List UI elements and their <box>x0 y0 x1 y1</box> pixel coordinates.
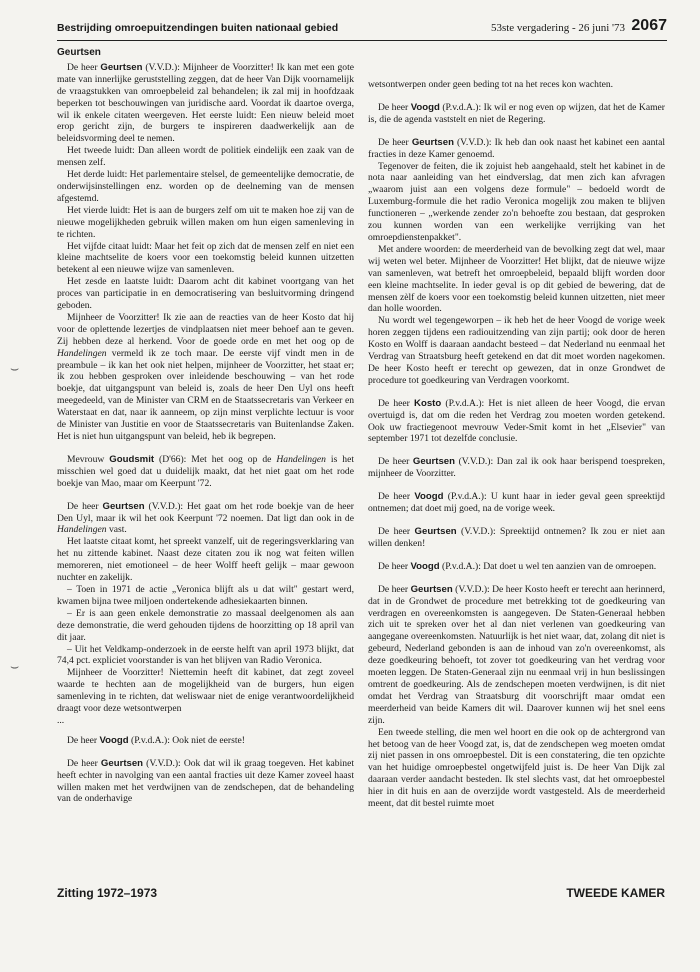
paragraph-text: vermeld ik ze toch maar. De eerste vijf vindt men in de preambule – ik kan het ook niet helpen, mijnheer de Voorzitter, het staat er; ik zou hebben gesproken over inleidende beschouwing – van het rode boekje, dat uitgangspunt van beleid is, zoals de heer Den Uyl ons heeft meegedeeld, van de Minister van CRM en de Staatssecretaris van Verkeer en Waterstaat en dat, naar ik aanneem, op zijn minst verplichte lectuur is voor de Minister van Justitie en voor de Staatssecretaris van Buitenlandse Zaken. Het is niet hun uitgangspunt van beleid, heb ik begrepen. <box>57 347 354 442</box>
italic-term: Handelingen <box>57 524 107 536</box>
paragraph <box>368 456 665 480</box>
speaker-prefix: De heer <box>378 101 411 113</box>
paragraph-text: (P.v.d.A.): Ook niet de eerste! <box>128 734 245 746</box>
paragraph: Een tweede stelling, die men wel hoort en die ook op de achtergrond van het betoog van de heer Voogd zat, is, dat de zendschepen weg moeten omdat zij niet passen in ons omroepbestel. Dit is een constatering, die ten opzichte van het huidige omroepbestel ongetwijfeld juist is. De heer Van Dijk zal daaraan verder aandacht besteden. Ik stel slechts vast, dat het omroepbestel hier in dit huis en aan de overzijde wordt vastgesteld. Als de meerderheid meent, dat dit bestel ruimte moet <box>368 726 665 810</box>
italic-term: Handelingen <box>57 347 107 359</box>
paragraph-text: (V.V.D.): Ook dat wil ik graag toegeven. Het kabinet heeft echter in navolging van een aantal fracties uit deze Kamer zoveel haast willen maken met het verdwijnen van de zendschepen, dat de behandeling van de onderhavige <box>57 757 354 805</box>
paragraph: Het laatste citaat komt, het spreekt vanzelf, uit de regeringsverklaring van het nu zittende kabinet. Naast deze citaten zou ik nog wat feiten willen memoreren, niet emotioneel – de heer Wolff heeft gelijk – maar gewoon nuchter en zakelijk. <box>57 536 354 584</box>
ellipsis: ... <box>57 714 65 726</box>
section-heading: Geurtsen <box>57 47 101 58</box>
speaker-name: Geurtsen <box>412 456 455 468</box>
paragraph <box>368 584 665 727</box>
speaker-name: Goudsmit <box>109 453 155 465</box>
speaker-name: Geurtsen <box>100 757 144 769</box>
speaker-prefix: De heer <box>378 583 411 595</box>
paragraph <box>57 501 354 537</box>
speaker-prefix: De heer <box>378 397 415 409</box>
paragraph-text: (V.V.D.): Dan zal ik ook haar berispend toespreken, mijnheer de Voorzitter. <box>368 456 666 480</box>
header-title: Bestrijding omroepuitzendingen buiten nationaal gebied <box>57 22 339 34</box>
paragraph <box>57 454 354 490</box>
paragraph <box>368 491 665 515</box>
speaker-name: Geurtsen <box>414 526 457 537</box>
paragraph: Mijnheer de Voorzitter! Niettemin heeft dit kabinet, dat zegt zoveel waarde te hechten aan de mogelijkheid van de burgers, hun eigen samenleving in te richten, dat weliswaar niet de enige verantwoordelijkheid draagt voor deze wetsontwerpen <box>57 667 354 715</box>
page-number: 2067 <box>631 17 667 34</box>
speaker-prefix: De heer <box>378 491 415 503</box>
left-column <box>57 47 354 805</box>
paragraph <box>368 526 665 550</box>
speaker-name: Geurtsen <box>411 136 454 148</box>
speaker-name: Voogd <box>410 101 440 113</box>
speaker-name: Voogd <box>410 560 440 572</box>
paragraph: Het vijfde citaat luidt: Maar het feit op zich dat de mensen zelf en niet een kleine machtselite de koers voor een toekomstig beleid kunnen uitzetten betekent al een nieuwe wijze van samenleven. <box>57 240 354 276</box>
paragraph: Met andere woorden: de meerderheid van de bevolking zegt dat wel, maar wij weten wel beter. Mijnheer de Voorzitter! Het blijkt, dat de nieuwe wijze van samenleven, wat betreft het omroepbeleid, bepaald blijft worden door een kleine machtselite. In ieder geval is op dit gebied de bewering, dat de mensen zèlf de koers voor een toekomstig beleid kunnen uitzetten, niet meer dan holle woorden. <box>368 243 665 315</box>
paragraph <box>368 137 665 161</box>
paragraph-text: (P.v.d.A.): Dat doet u wel ten aanzien van de omroepen. <box>439 560 657 572</box>
paragraph-text: (V.V.D.): Mijnheer de Voorzitter! Ik kan met een gote mate van innerlijke geruststelling zeggen, dat de heer Van Dijk voornamelijk de vraagstukken van omroepbeleid zal behandelen; ik zal mij in hoofdzaak beperken tot beschouwingen van juridische aard. Voordat ik daartoe overga, wil ik enkele citaten weergeven. Het eerste luidt: Een nieuw beleid moet erop gericht zijn, de burgers te inspireren daadwerkelijk aan de beleidsvorming deel te nemen. <box>57 61 354 145</box>
paragraph-text: (D'66): Met het oog op de <box>154 453 277 465</box>
paragraph-text: (P.v.d.A.): Het is niet alleen de heer Voogd, die ervan overtuigd is, dat om die reden het Verdrag zou moeten worden getekend. Ook uw fractiegenoot mevrouw Veder-Smit komt in het „Elsevier" van september 1971 tot dezelfde conclusie. <box>368 397 665 445</box>
speaker-name: Geurtsen <box>102 500 145 512</box>
speaker-prefix: De heer <box>67 757 101 769</box>
margin-mark: ⌣ <box>10 362 20 377</box>
right-column <box>368 79 665 810</box>
speaker-name: Voogd <box>414 491 444 503</box>
margin-mark: ⌣ <box>10 660 20 675</box>
paragraph-text: (V.V.D.): Spreektijd ontnemen? Ik zou er niet aan willen denken! <box>368 526 665 549</box>
paragraph-text: (P.v.d.A.): U kunt haar in ieder geval geen spreektijd ontnemen; dat doet mij goed, na de vorige week. <box>368 491 665 515</box>
footer-chamber: TWEEDE KAMER <box>566 886 665 900</box>
paragraph: – Toen in 1971 de actie „Veronica blijft als u dat wilt" gestart werd, kwamen bijna twee miljoen ondertekende adhesiekaarten binnen. <box>57 583 354 607</box>
speaker-prefix: De heer <box>67 500 103 512</box>
speaker-name: Kosto <box>414 397 442 409</box>
paragraph-text: (V.V.D.): Het gaat om het rode boekje van de heer Den Uyl, maar ik wil het ook Keerpunt '72 noemen. Dat ligt dan ook in de <box>57 500 355 524</box>
paragraph: Tegenover de feiten, die ik zojuist heb aangehaald, stelt het kabinet in de nota naar aanleiding van het eindverslag, dat men zich kan afvragen „waarom juist aan een volgens deze formule" – bedoeld wordt de Luxemburg-formule die het radio Veronica mogelijk zou maken te blijven functioneren – „werkende zender zo'n behoefte zou bestaan, dat gesproken zou kunnen worden van een werkelijke verrijking van het omroepdienstenpakket". <box>368 160 665 243</box>
speaker-prefix: De heer <box>378 526 415 537</box>
paragraph: Het derde luidt: Het parlementaire stelsel, de gemeentelijke democratie, de onderwijsinstellingen enz. worden op de deelneming van de mensen afgestemd. <box>57 169 354 204</box>
paragraph-text: Mijnheer de Voorzitter! Ik zie aan de reacties van de heer Kosto dat hij voor de oplettende lezertjes de vindplaatsen niet meer behoef aan te geven. Zij hebben deze al herkend. Voor de goede orde en met het oog op de <box>57 311 354 347</box>
page-header <box>57 17 667 41</box>
paragraph: wetsontwerpen onder geen beding tot na het reces kon wachten. <box>368 79 614 90</box>
italic-term: Handelingen <box>276 453 326 465</box>
speaker-prefix: De heer <box>67 734 100 746</box>
paragraph-text: (P.v.d.A.): Ik wil er nog even op wijzen, dat het de Kamer is, die de agenda vaststelt en niet de Regering. <box>368 101 666 125</box>
speaker-name: Geurtsen <box>100 61 143 73</box>
paragraph: Het vierde luidt: Het is aan de burgers zelf om uit te maken hoe zij van de nieuwe mogelijkheden gebruik willen maken om hun eigen samenleving in te richten. <box>57 204 354 240</box>
paragraph: – Er is aan geen enkele demonstratie zo massaal deelgenomen als aan deze demonstratie, die werd gehouden tijdens de hoorzitting op 18 april van dit jaar. <box>57 607 354 643</box>
speaker-prefix: De heer <box>378 136 412 148</box>
paragraph-text: (V.V.D.): De heer Kosto heeft er terecht aan herinnerd, dat in de Grondwet de procedure met betrekking tot de goedkeuring van verdragen en overeenkomsten is aangegeven. De Staten-Generaal hebben zich uit te spreken over het al dan niet verlenen van goedkeuring van aangegane overeenkomsten. Natuurlijk is het niet waar, dat, zolang dit niet is gebeurd, Nederland gebonden is aan de inhoud van zo'n overeenkomst, als deze goedkeuring behoeft, tot zover tot goedkeuring van het verdrag voor moeten leggen. De Staten-Generaal zijn nu eenmaal vrij in hun beslissingen omtrent de goedkeuring. Als de zendschepen moeten verdwijnen, is dit niet omdat het Verdrag van Straatsburg dit voorschrijft maar omdat een meerderheid van beide Kamers dit wil. Daarover kunnen wij het snel eens zijn. <box>368 583 665 726</box>
speaker-prefix: De heer <box>67 61 101 73</box>
paragraph: Het zesde en laatste luidt: Daarom acht dit kabinet voortgang van het proces van participatie in en democratisering van besluitvorming dringend geboden. <box>57 276 354 312</box>
paragraph <box>57 62 354 145</box>
paragraph-text: is het misschien wel goed dat u duidelijk maakt, dat het niet gaat om het rode boekje van Mao, maar om Keerpunt '72. <box>57 453 354 489</box>
paragraph <box>57 735 354 747</box>
paragraph <box>368 102 665 126</box>
paragraph <box>57 312 354 443</box>
paragraph-text: vast. <box>106 524 127 536</box>
speaker-prefix: De heer <box>378 456 413 468</box>
paragraph: Het tweede luidt: Dan alleen wordt de politiek eindelijk een zaak van de mensen zelf. <box>57 145 354 169</box>
paragraph: – Uit het Veldkamp-onderzoek in de eerste helft van april 1973 blijkt, dat 74,4 pct. expliciet voorstander is van het blijven van Radio Veronica. <box>57 643 354 667</box>
speaker-prefix: De heer <box>378 560 411 572</box>
paragraph <box>57 758 354 806</box>
footer-session: Zitting 1972–1973 <box>57 886 158 900</box>
paragraph <box>368 561 665 573</box>
paragraph-text: (V.V.D.): Ik heb dan ook naast het kabinet een aantal fracties in deze Kamer genoemd. <box>368 136 665 160</box>
header-session: 53ste vergadering - 26 juni '73 <box>490 22 625 34</box>
speaker-prefix: Mevrouw <box>67 453 110 465</box>
paragraph: Nu wordt wel tegengeworpen – ik heb het de heer Voogd de vorige week horen zeggen tijdens een radiouitzending van zijn partij; ook door de heren Kosto en Wolff is daaraan aandacht besteed – dat Nederland nu eenmaal het Verdrag van Straatsburg heeft getekend en dat dit moet worden nagekomen. De heer Kosto heeft er terecht op gewezen, dat in onze Grondwet de procedure tot goedkeuring van Verdragen voorkomt. <box>368 315 665 386</box>
speaker-name: Geurtsen <box>410 583 453 595</box>
paragraph <box>368 398 665 446</box>
speaker-name: Voogd <box>99 734 129 746</box>
